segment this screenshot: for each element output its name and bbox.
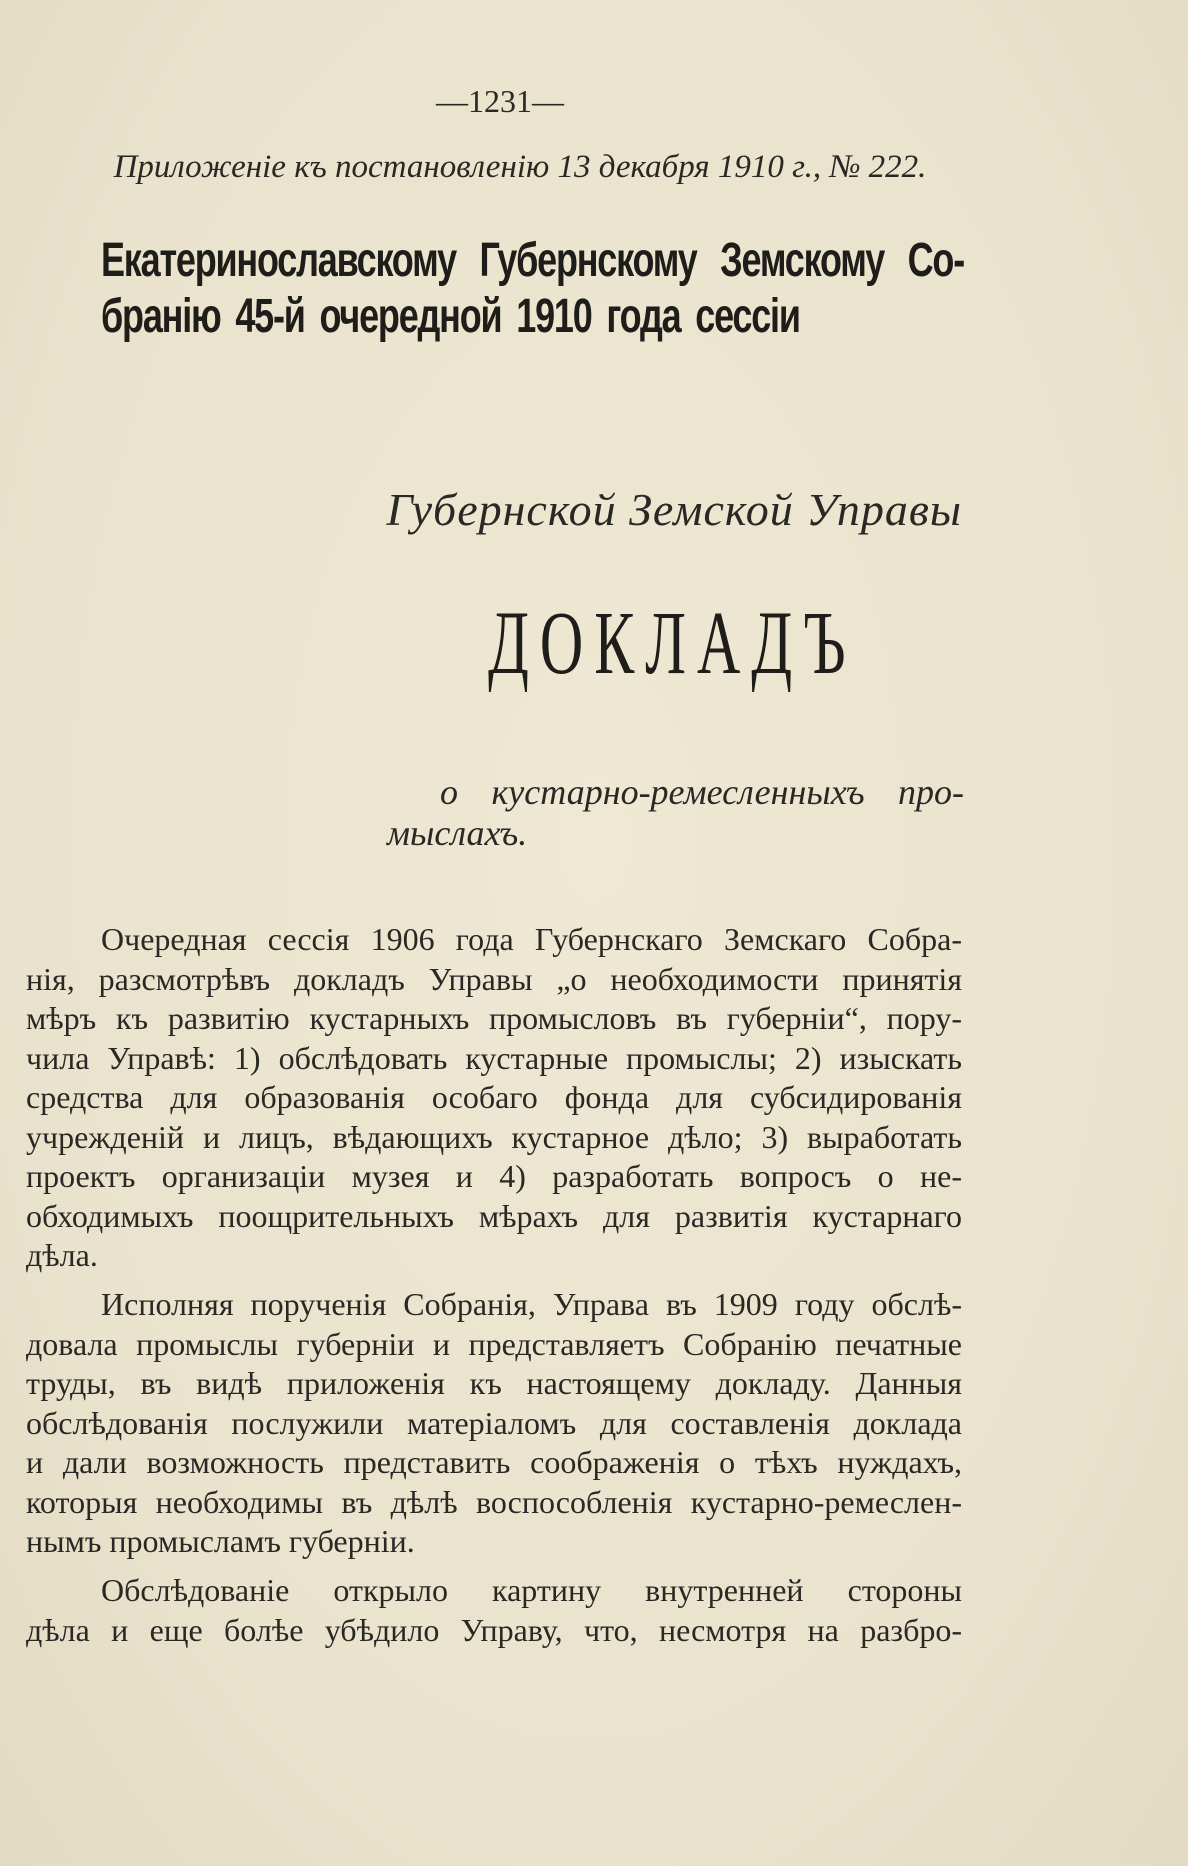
body-text [26, 920, 962, 1650]
text-line: нія, разсмотрѣвъ докладъ Управы „о необходимости принятія [26, 960, 962, 997]
text-line: средства для образованія особаго фонда для субсидированія [26, 1079, 962, 1115]
text-line: труды, въ видѣ приложенія къ настоящему докладу. Данныя [26, 1365, 962, 1401]
paragraph [26, 920, 962, 1276]
paragraph [26, 1285, 962, 1562]
text-line: обходимыхъ поощрительныхъ мѣрахъ для развитія кустарнаго [26, 1197, 962, 1234]
text-line: нымъ промысламъ губерніи. [26, 1523, 415, 1559]
addressee-line: Екатеринославскому Губернскому Земскому Со- [101, 231, 964, 287]
text-line: мѣръ къ развитію кустарныхъ промысловъ въ губерніи“, пору- [26, 1000, 962, 1036]
text-line: учрежденій и лицъ, вѣдающихъ кустарное дѣло; 3) выработать [26, 1118, 962, 1155]
text-line: и дали возможность представить соображенія о тѣхъ нуждахъ, [26, 1444, 962, 1480]
issuer-heading: Губернской Земской Управы [386, 484, 962, 535]
text-line: чила Управѣ: 1) обслѣдовать кустарные промыслы; 2) изыскать [26, 1039, 962, 1076]
text-line: Очередная сессія 1906 года Губернскаго Земскаго Собра- [101, 921, 962, 957]
annex-note: Приложеніе къ постановленію 13 декабря 1910 г., № 222. [113, 149, 927, 185]
paragraph [26, 1571, 962, 1650]
text-line: дѣла. [26, 1237, 98, 1273]
text-line: Обслѣдованіе открыло картину внутренней стороны [101, 1572, 962, 1608]
text-line: довала промыслы губерніи и представляетъ Собранію печатные [26, 1325, 962, 1362]
text-line: дѣла и еще болѣе убѣдило Управу, что, несмотря на разбро- [26, 1611, 962, 1648]
page-number: —1231— [436, 83, 564, 119]
document-title: ДОКЛАДЪ [488, 593, 857, 693]
addressee-line: бранію 45-й очередной 1910 года сессіи [101, 287, 800, 343]
subject-line: мыслахъ. [387, 813, 528, 853]
subject-heading [387, 772, 964, 854]
text-line: которыя необходимы въ дѣлѣ воспособленія кустарно-ремеслен- [26, 1483, 962, 1520]
addressee-heading [101, 232, 964, 344]
text-line: обслѣдованія послужили матеріаломъ для составленія доклада [26, 1404, 962, 1441]
text-line: Исполняя порученія Собранія, Управа въ 1909 году обслѣ- [101, 1286, 962, 1322]
text-line: проектъ организаціи музея и 4) разработать вопросъ о не- [26, 1158, 962, 1194]
subject-line: о кустарно-ремесленныхъ про- [440, 772, 964, 812]
